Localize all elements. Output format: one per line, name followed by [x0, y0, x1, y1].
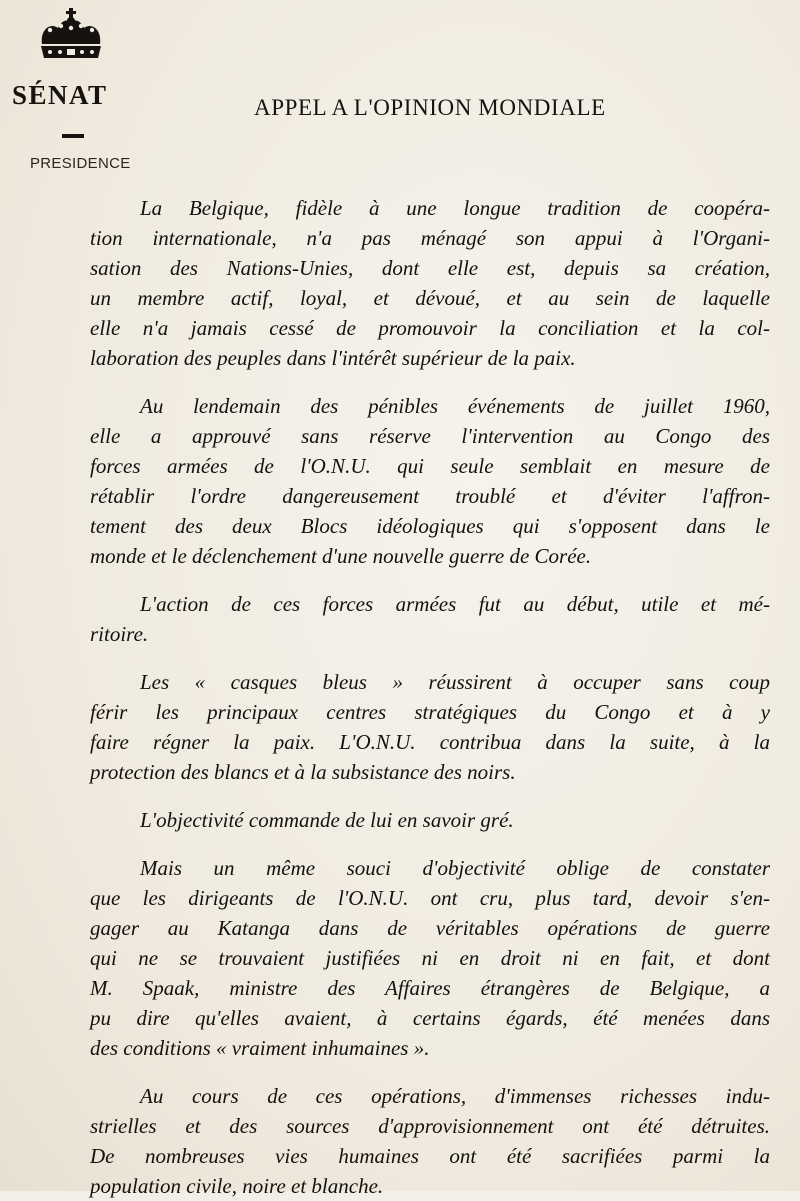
- text-line: tion internationale, n'a pas ménagé son appui à l'Organi-: [90, 226, 770, 250]
- text-line: gager au Katanga dans de véritables opérations de guerre: [90, 916, 770, 940]
- header-divider: [62, 134, 84, 138]
- text-line: population civile, noire et blanche.: [90, 1174, 384, 1198]
- text-line: férir les principaux centres stratégiques du Congo et à y: [90, 700, 770, 724]
- text-line: monde et le déclenchement d'une nouvelle guerre de Corée.: [90, 544, 592, 568]
- paragraph: [90, 391, 770, 571]
- text-line: rétablir l'ordre dangereusement troublé et d'éviter l'affron-: [90, 484, 770, 508]
- text-line: des conditions « vraiment inhumaines ».: [90, 1036, 430, 1060]
- document-title: APPEL A L'OPINION MONDIALE: [254, 95, 606, 120]
- text-line: tement des deux Blocs idéologiques qui s'opposent dans le: [90, 514, 770, 538]
- paragraph: [90, 1081, 770, 1201]
- text-line: M. Spaak, ministre des Affaires étrangères de Belgique, a: [90, 976, 770, 1000]
- text-line: que les dirigeants de l'O.N.U. ont cru, plus tard, devoir s'en-: [90, 886, 770, 910]
- text-line: elle a approuvé sans réserve l'intervention au Congo des: [90, 424, 770, 448]
- text-line: qui ne se trouvaient justifiées ni en droit ni en fait, et dont: [90, 946, 770, 970]
- text-line: L'objectivité commande de lui en savoir gré.: [140, 808, 514, 832]
- crown-icon: [36, 8, 106, 62]
- institution-name: SÉNAT: [12, 80, 108, 110]
- text-line: La Belgique, fidèle à une longue tradition de coopéra-: [140, 196, 770, 220]
- text-line: protection des blancs et à la subsistance des noirs.: [90, 760, 516, 784]
- text-line: strielles et des sources d'approvisionnement ont été détruites.: [90, 1114, 770, 1138]
- text-line: elle n'a jamais cessé de promouvoir la conciliation et la col-: [90, 316, 770, 340]
- text-line: pu dire qu'elles avaient, à certains égards, été menées dans: [90, 1006, 770, 1030]
- text-line: un membre actif, loyal, et dévoué, et au sein de laquelle: [90, 286, 770, 310]
- text-line: Mais un même souci d'objectivité oblige de constater: [140, 856, 770, 880]
- paragraph: [90, 193, 770, 373]
- department-label: PRESIDENCE: [30, 155, 131, 172]
- text-line: De nombreuses vies humaines ont été sacrifiées parmi la: [90, 1144, 770, 1168]
- text-line: sation des Nations-Unies, dont elle est, depuis sa création,: [90, 256, 770, 280]
- text-line: ritoire.: [90, 622, 149, 646]
- text-line: laboration des peuples dans l'intérêt supérieur de la paix.: [90, 346, 576, 370]
- text-line: L'action de ces forces armées fut au début, utile et mé-: [140, 592, 770, 616]
- paragraph: [90, 805, 770, 835]
- paragraph: [90, 589, 770, 649]
- text-line: forces armées de l'O.N.U. qui seule semblait en mesure de: [90, 454, 770, 478]
- text-line: Au cours de ces opérations, d'immenses richesses indu-: [140, 1084, 770, 1108]
- text-line: Au lendemain des pénibles événements de juillet 1960,: [140, 394, 770, 418]
- text-line: faire régner la paix. L'O.N.U. contribua dans la suite, à la: [90, 730, 770, 754]
- document-body: [90, 193, 770, 1201]
- text-line: Les « casques bleus » réussirent à occuper sans coup: [140, 670, 770, 694]
- paragraph: [90, 853, 770, 1063]
- paragraph: [90, 667, 770, 787]
